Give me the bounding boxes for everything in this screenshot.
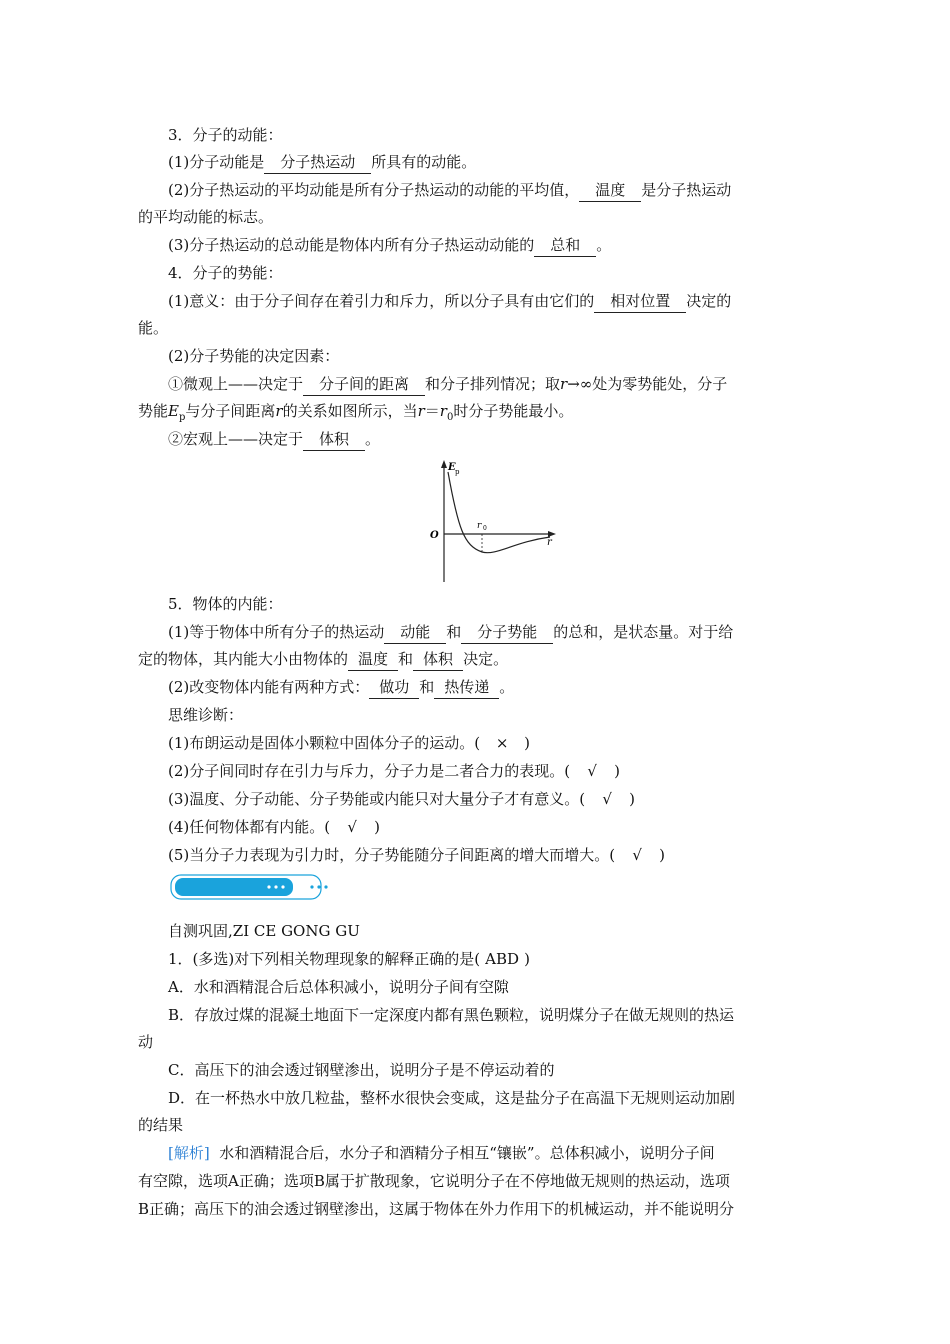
blank: 温度 [348,648,398,671]
diag-item: (5)当分子力表现为引力时，分子势能随分子间距离的增大而增大。( √ ) [168,842,814,868]
answer: ABD [485,950,520,968]
r0-label: r [477,521,482,531]
blank: 体积 [413,648,463,671]
blank: 动能 [384,621,446,644]
s3-p2-cont: 的平均动能的标志。 [138,208,274,226]
y-axis-label: E [448,462,456,473]
blank: 分子热运动 [264,151,371,174]
blank: 分子间的距离 [303,373,425,396]
option-a: A．水和酒精混合后总体积减小，说明分子间有空隙 [168,978,509,996]
s4-m2: 势能$E_p$与分子间距离r的关系如图所示，当$r=r_0$时分子势能最小。 [138,402,574,423]
blank: 热传递 [434,676,499,699]
s5-p2: (2)改变物体内能有两种方式： 做功 和 热传递 。 [168,674,814,700]
option-d: D．在一杯热水中放几粒盐，整杯水很快会变咸，这是盐分子在高温下无规则运动加剧 [168,1089,736,1107]
answer-mark: √ [632,846,642,864]
s4-p1-cont: 能。 [138,319,169,337]
s4-p2: (2)分子势能的决定因素： [168,347,340,365]
s3-p3: (3)分子热运动的总动能是物体内所有分子热运动动能的 总和 。 [168,232,814,258]
answer-mark: √ [587,762,597,780]
self-test-title: 自测巩固,ZI CE GONG GU [168,922,360,940]
analysis-line-3: B正确；高压下的油会透过钢壁渗出，这属于物体在外力作用下的机械运动，并不能说明分 [138,1200,735,1218]
option-c: C．高压下的油会透过钢壁渗出，说明分子是不停运动着的 [168,1061,555,1079]
analysis-label: [解析] [168,1144,210,1162]
diag-item: (1)布朗运动是固体小颗粒中固体分子的运动。( × ) [168,730,814,756]
blank: 温度 [579,179,641,202]
y-axis-label-sub: p [455,468,460,476]
answer-mark: √ [347,818,357,836]
option-d-cont: 的结果 [138,1116,184,1134]
diag-item: (4)任何物体都有内能。( √ ) [168,814,814,840]
r0-label-sub: 0 [483,525,487,532]
x-axis-label: r [547,537,552,548]
s5-p1: (1)等于物体中所有分子的热运动 动能 和 分子势能 的总和，是状态量。对于给 [168,619,814,645]
analysis-line-2: 有空隙，选项A正确；选项B属于扩散现象，它说明分子在不停地做无规则的热运动，选项 [138,1172,730,1190]
s3-p2: (2)分子热运动的平均动能是所有分子热运动的动能的平均值， 温度 是分子热运动 [168,177,814,203]
blank: 体积 [303,428,365,451]
s4-m3: ②宏观上——决定于 体积 。 [168,426,814,452]
s4-p1: (1)意义：由于分子间存在着引力和斥力，所以分子具有由它们的 相对位置 决定的 [168,288,814,314]
diag-item: (2)分子间同时存在引力与斥力，分子力是二者合力的表现。( √ ) [168,758,814,784]
answer-mark: × [495,734,509,752]
analysis-line-1: [解析] 水和酒精混合后，水分子和酒精分子相互“镶嵌”。总体积减小，说明分子间 [168,1144,715,1162]
s3-p1: (1)分子动能是 分子热运动 所具有的动能。 [168,149,814,175]
option-b-cont: 动 [138,1033,154,1051]
blank: 相对位置 [594,290,686,313]
diag-heading: 思维诊断： [168,706,244,724]
section-3-heading: 3．分子的动能： [168,126,283,144]
section-4-heading: 4．分子的势能： [168,264,283,282]
diag-item: (3)温度、分子动能、分子势能或内能只对大量分子才有意义。( √ ) [168,786,814,812]
potential-energy-figure [424,458,560,586]
question-1: 1．(多选)对下列相关物理现象的解释正确的是( ABD ) [168,946,814,972]
blank: 总和 [534,234,596,257]
answer-mark: √ [602,790,612,808]
s4-m1: ①微观上——决定于 分子间的距离 和分子排列情况；取r→∞处为零势能处，分子 [168,371,814,397]
origin-label: O [430,530,439,541]
potential-curve [448,472,550,553]
section-banner-decoration [170,873,330,901]
s5-p1-cont: 定的物体，其内能大小由物体的 温度 和 体积 决定。 [138,646,814,672]
blank: 做功 [369,676,419,699]
y-axis-arrow [441,460,447,468]
section-5-heading: 5．物体的内能： [168,595,283,613]
option-b: B．存放过煤的混凝土地面下一定深度内都有黑色颗粒，说明煤分子在做无规则的热运 [168,1006,735,1024]
blank: 分子势能 [461,621,553,644]
